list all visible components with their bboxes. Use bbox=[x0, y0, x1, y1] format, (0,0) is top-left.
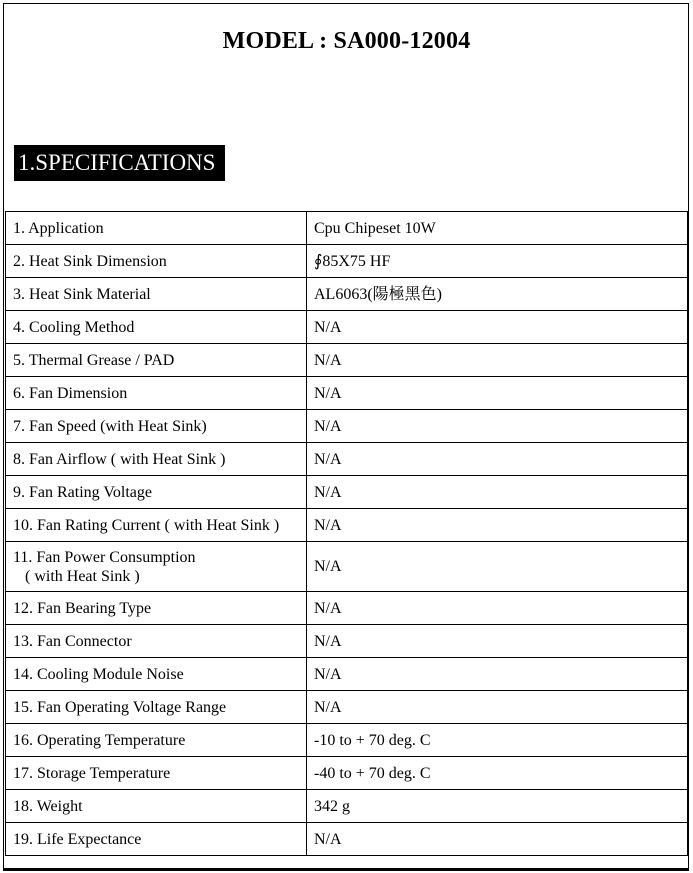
table-row bbox=[6, 410, 688, 443]
spec-label: 16. Operating Temperature bbox=[6, 724, 307, 757]
spec-label: 15. Fan Operating Voltage Range bbox=[6, 691, 307, 724]
table-row bbox=[6, 509, 688, 542]
spec-value: AL6063(陽極黑色) bbox=[307, 278, 688, 311]
spec-label: 8. Fan Airflow ( with Heat Sink ) bbox=[6, 443, 307, 476]
spec-value: N/A bbox=[307, 509, 688, 542]
table-row bbox=[6, 790, 688, 823]
spec-value: N/A bbox=[307, 542, 688, 592]
table-row bbox=[6, 245, 688, 278]
table-row bbox=[6, 823, 688, 856]
spec-value: N/A bbox=[307, 476, 688, 509]
table-row bbox=[6, 757, 688, 790]
table-row bbox=[6, 476, 688, 509]
table-row bbox=[6, 278, 688, 311]
spec-label: 1. Application bbox=[6, 212, 307, 245]
spec-value: Cpu Chipeset 10W bbox=[307, 212, 688, 245]
spec-label: 17. Storage Temperature bbox=[6, 757, 307, 790]
spec-value: N/A bbox=[307, 377, 688, 410]
table-row bbox=[6, 691, 688, 724]
spec-value: N/A bbox=[307, 625, 688, 658]
spec-label: 10. Fan Rating Current ( with Heat Sink ) bbox=[6, 509, 307, 542]
section-title: 1.SPECIFICATIONS bbox=[14, 145, 225, 181]
bottom-divider bbox=[3, 869, 689, 871]
table-row bbox=[6, 344, 688, 377]
spec-label: 4. Cooling Method bbox=[6, 311, 307, 344]
table-row bbox=[6, 311, 688, 344]
spec-value: N/A bbox=[307, 443, 688, 476]
table-row bbox=[6, 443, 688, 476]
table-row bbox=[6, 658, 688, 691]
spec-value: N/A bbox=[307, 658, 688, 691]
table-row bbox=[6, 542, 688, 592]
spec-label: 7. Fan Speed (with Heat Sink) bbox=[6, 410, 307, 443]
spec-label: 13. Fan Connector bbox=[6, 625, 307, 658]
table-row bbox=[6, 377, 688, 410]
table-row bbox=[6, 592, 688, 625]
spec-value: N/A bbox=[307, 691, 688, 724]
model-title: MODEL : SA000-12004 bbox=[222, 28, 471, 54]
spec-value: N/A bbox=[307, 592, 688, 625]
spec-value: N/A bbox=[307, 410, 688, 443]
spec-label-line1: 11. Fan Power Consumption bbox=[13, 548, 196, 566]
spec-label: 5. Thermal Grease / PAD bbox=[6, 344, 307, 377]
table-row bbox=[6, 625, 688, 658]
spec-value: N/A bbox=[307, 823, 688, 856]
spec-value: ∮85X75 HF bbox=[307, 245, 688, 278]
spec-value: -10 to + 70 deg. C bbox=[307, 724, 688, 757]
spec-label: 6. Fan Dimension bbox=[6, 377, 307, 410]
spec-label: 12. Fan Bearing Type bbox=[6, 592, 307, 625]
spec-value: 342 g bbox=[307, 790, 688, 823]
spec-label: 9. Fan Rating Voltage bbox=[6, 476, 307, 509]
spec-label: 3. Heat Sink Material bbox=[6, 278, 307, 311]
spec-label: 18. Weight bbox=[6, 790, 307, 823]
table-row bbox=[6, 724, 688, 757]
spec-value: N/A bbox=[307, 311, 688, 344]
spec-label-line2: ( with Heat Sink ) bbox=[25, 567, 140, 585]
spec-label: 19. Life Expectance bbox=[6, 823, 307, 856]
spec-label: 14. Cooling Module Noise bbox=[6, 658, 307, 691]
spec-value: -40 to + 70 deg. C bbox=[307, 757, 688, 790]
spec-value: N/A bbox=[307, 344, 688, 377]
table-row bbox=[6, 212, 688, 245]
spec-label bbox=[6, 542, 307, 592]
specifications-table bbox=[5, 211, 688, 856]
spec-label: 2. Heat Sink Dimension bbox=[6, 245, 307, 278]
